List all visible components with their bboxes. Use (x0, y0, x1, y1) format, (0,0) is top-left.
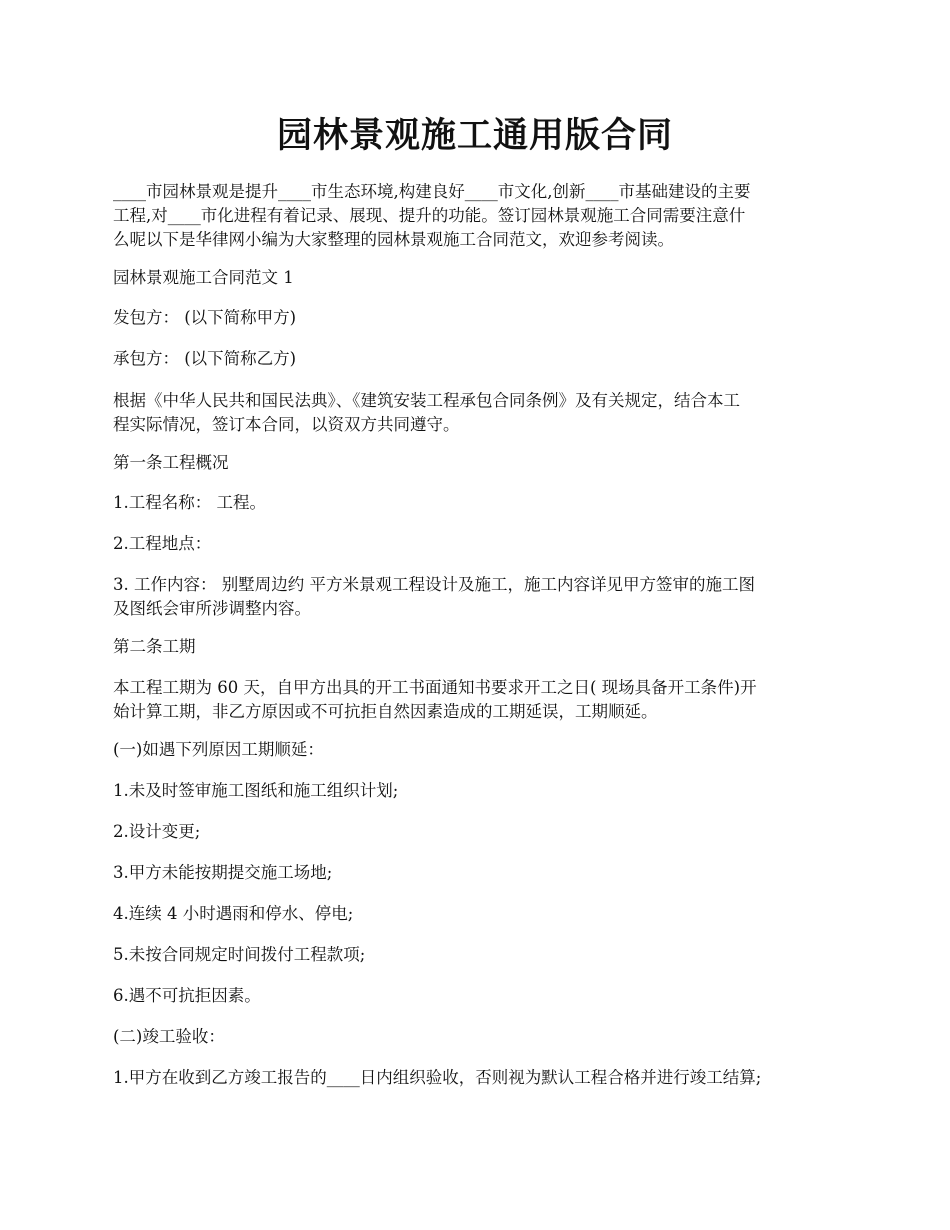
acceptance-item: 1.甲方在收到乙方竣工报告的____日内组织验收，否则视为默认工程合格并进行竣工结算; (113, 1068, 762, 1087)
work-content-line: 3. 工作内容： 别墅周边约 平方米景观工程设计及施工，施工内容详见甲方签审的施工图 (113, 575, 755, 594)
delay-item: 2.设计变更; (113, 822, 201, 841)
basis-line: 程实际情况，签订本合同，以资双方共同遵守。 (113, 415, 460, 434)
delay-item: 5.未按合同规定时间拨付工程款项; (113, 945, 366, 964)
basis-paragraph (113, 389, 843, 437)
delay-item: 3.甲方未能按期提交施工场地; (113, 863, 333, 882)
duration-paragraph (113, 676, 843, 724)
intro-line: 么呢以下是华律网小编为大家整理的园林景观施工合同范文，欢迎参考阅读。 (113, 230, 674, 249)
project-location-line: 2.工程地点： (113, 534, 212, 553)
delay-item: 1.未及时签审施工图纸和施工组织计划; (113, 781, 399, 800)
party-a-line: 发包方： (以下简称甲方) (113, 308, 297, 327)
delay-heading: (一)如遇下列原因工期顺延： (113, 740, 324, 759)
intro-paragraph (113, 180, 843, 252)
delay-item: 6.遇不可抗拒因素。 (113, 986, 261, 1005)
intro-line: ____市园林景观是提升____市生态环境,构建良好____市文化,创新____市基础建设的主要 (113, 182, 751, 201)
work-content-line: 及图纸会审所涉调整内容。 (113, 599, 311, 618)
document-title: 园林景观施工通用版合同 (276, 115, 673, 156)
intro-line: 工程,对____市化进程有着记录、展现、提升的功能。签订园林景观施工合同需要注意什 (113, 206, 746, 225)
article1-heading: 第一条工程概况 (113, 453, 229, 472)
basis-line: 根据《中华人民共和国民法典》、《建筑安装工程承包合同条例》及有关规定，结合本工 (113, 391, 740, 410)
article2-heading: 第二条工期 (113, 637, 196, 656)
work-content-paragraph (113, 573, 843, 621)
project-name-line: 1.工程名称： 工程。 (113, 493, 266, 512)
acceptance-heading: (二)竣工验收： (113, 1027, 225, 1046)
sample-heading: 园林景观施工合同范文 1 (113, 268, 294, 287)
delay-item: 4.连续 4 小时遇雨和停水、停电; (113, 904, 354, 923)
duration-line: 始计算工期，非乙方原因或不可抗拒自然因素造成的工期延误，工期顺延。 (113, 702, 658, 721)
party-b-line: 承包方： (以下简称乙方) (113, 349, 297, 368)
duration-line: 本工程工期为 60 天，自甲方出具的开工书面通知书要求开工之日( 现场具备开工条件)开 (113, 678, 757, 697)
